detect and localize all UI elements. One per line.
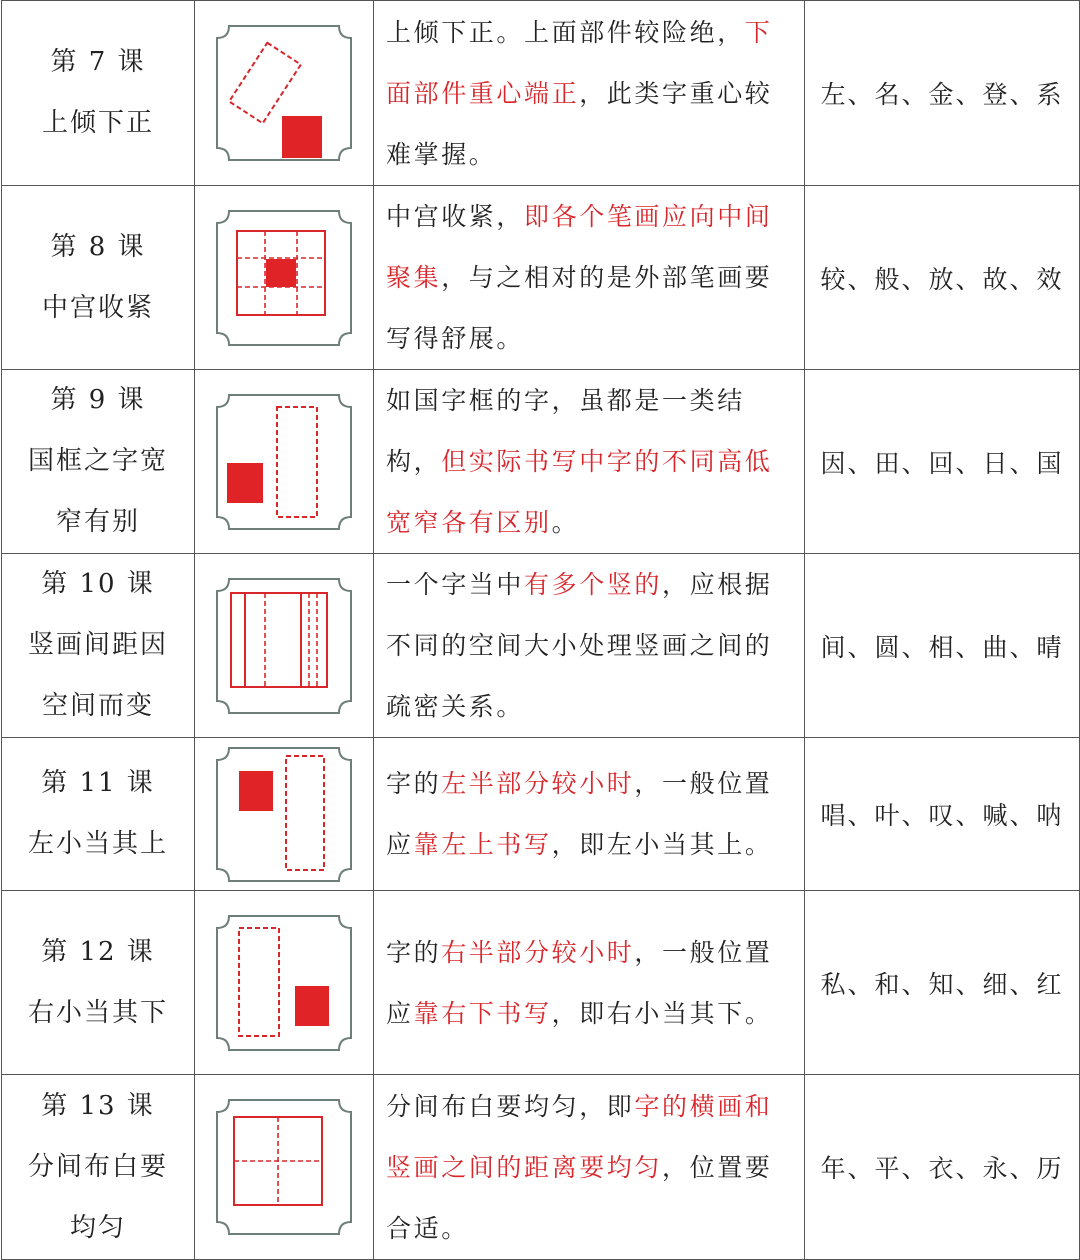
lesson-title-cell — [2, 1075, 195, 1260]
lesson-title-cell — [2, 1, 195, 186]
lesson-title: 右小当其下 — [27, 997, 168, 1028]
lesson-number: 第 8 课 — [50, 231, 146, 262]
lesson-title: 空间而变 — [41, 691, 154, 721]
structure-diagram — [209, 908, 359, 1058]
lesson-title: 中宫收紧 — [41, 292, 154, 323]
solid-part — [282, 116, 322, 158]
frame-outline — [217, 916, 351, 1050]
description-cell — [374, 554, 805, 738]
structure-diagram — [209, 387, 359, 537]
lesson-title: 左小当其上 — [27, 829, 168, 859]
desc-highlight: 即各个笔画应向中间聚集 — [386, 202, 773, 292]
structure-diagram — [209, 571, 359, 721]
desc-text: ，与之相对的是外部笔画要写得舒展。 — [386, 263, 773, 353]
description-cell — [374, 738, 805, 891]
description-cell — [374, 370, 805, 554]
lesson-row-11 — [2, 738, 1080, 891]
desc-highlight: 字的横画和竖画之间的距离要均匀 — [386, 1091, 773, 1182]
desc-text: ，即右小当其下。 — [551, 998, 773, 1028]
lesson-title: 竖画间距因 — [27, 630, 168, 660]
desc-highlight: 靠右下书写 — [413, 998, 552, 1028]
desc-text: ，一般位置应 — [386, 769, 773, 859]
desc-text: 字的 — [386, 769, 442, 798]
example-characters: 私、和、知、细、红 — [805, 891, 1080, 1075]
solid-part — [295, 986, 329, 1026]
description-cell — [374, 1075, 805, 1260]
example-characters: 间、圆、相、曲、晴 — [805, 554, 1080, 738]
description-cell — [374, 891, 805, 1075]
desc-text: 。 — [551, 508, 580, 537]
desc-text: ，位置要合适。 — [386, 1152, 773, 1243]
lesson-title: 分间布白要 — [27, 1151, 168, 1182]
example-characters: 左、名、金、登、系 — [805, 1, 1080, 186]
structure-diagram-cell — [195, 1075, 374, 1260]
desc-highlight: 靠左上书写 — [413, 830, 552, 859]
desc-highlight: 但实际书写中字的不同高低宽窄各有区别 — [386, 447, 773, 537]
desc-highlight: 有多个竖的 — [524, 570, 663, 599]
structure-diagram — [209, 18, 359, 168]
desc-text: 上倾下正。上面部件较险绝， — [386, 17, 745, 47]
structure-diagram-cell — [195, 554, 374, 738]
lesson-title-cell — [2, 891, 195, 1075]
lesson-title: 窄有别 — [55, 507, 140, 537]
lesson-number: 第 13 课 — [41, 1090, 155, 1121]
desc-text: 分间布白要均匀，即 — [386, 1091, 635, 1121]
lesson-title: 上倾下正 — [41, 108, 154, 138]
lesson-number: 第 10 课 — [41, 569, 155, 599]
lesson-row-9 — [2, 370, 1080, 554]
lesson-title-cell — [2, 186, 195, 370]
structure-diagram-cell — [195, 186, 374, 370]
desc-text: ，应根据不同的空间大小处理竖画之间的疏密关系。 — [386, 570, 773, 721]
example-characters: 因、田、回、日、国 — [805, 370, 1080, 554]
lesson-number: 第 7 课 — [50, 47, 146, 77]
desc-text: 如国字框的字，虽都是一类结构， — [386, 386, 745, 476]
lesson-row-13 — [2, 1075, 1080, 1260]
lesson-title-cell — [2, 370, 195, 554]
desc-text: 中宫收紧， — [386, 202, 525, 231]
solid-part — [227, 463, 263, 503]
lesson-title: 均匀 — [69, 1212, 126, 1243]
description-cell — [374, 1, 805, 186]
tilted-dashed-part — [229, 43, 301, 123]
structure-diagram-cell — [195, 891, 374, 1075]
example-characters: 年、平、衣、永、历 — [805, 1075, 1080, 1260]
frame-outline — [217, 395, 351, 529]
lesson-row-8 — [2, 186, 1080, 370]
structure-diagram-cell — [195, 738, 374, 891]
frame-outline — [217, 748, 351, 881]
lesson-title-cell — [2, 738, 195, 891]
description-cell — [374, 186, 805, 370]
dashed-part — [277, 407, 317, 517]
desc-text: ，一般位置应 — [386, 937, 773, 1028]
lesson-number: 第 12 课 — [41, 936, 155, 967]
lesson-row-7 — [2, 1, 1080, 186]
structure-diagram-cell — [195, 370, 374, 554]
lesson-row-10 — [2, 554, 1080, 738]
structure-diagram — [209, 1092, 359, 1242]
desc-highlight: 右半部分较小时 — [441, 937, 635, 967]
lessons-table — [1, 0, 1080, 1260]
dashed-part — [239, 928, 279, 1036]
structure-diagram-cell — [195, 1, 374, 186]
lesson-row-12 — [2, 891, 1080, 1075]
structure-diagram — [209, 203, 359, 353]
lesson-title-cell — [2, 554, 195, 738]
center-solid-square — [266, 259, 296, 287]
desc-highlight: 左半部分较小时 — [441, 769, 635, 798]
desc-highlight: 下面部件重心端正 — [386, 17, 773, 108]
example-characters: 唱、叶、叹、喊、呐 — [805, 738, 1080, 891]
lesson-number: 第 11 课 — [41, 768, 155, 798]
frame-outline — [217, 1100, 351, 1234]
desc-text: 一个字当中 — [386, 570, 525, 599]
frame-outline — [217, 579, 351, 713]
structure-diagram — [209, 742, 359, 887]
dashed-part — [286, 756, 324, 870]
lesson-number: 第 9 课 — [50, 385, 146, 415]
example-characters: 较、般、放、故、效 — [805, 186, 1080, 370]
desc-text: ，此类字重心较难掌握。 — [386, 78, 773, 169]
solid-part — [239, 771, 273, 811]
desc-text: 字的 — [386, 937, 442, 967]
desc-text: ，即左小当其上。 — [551, 830, 773, 859]
lesson-title: 国框之字宽 — [27, 446, 168, 476]
